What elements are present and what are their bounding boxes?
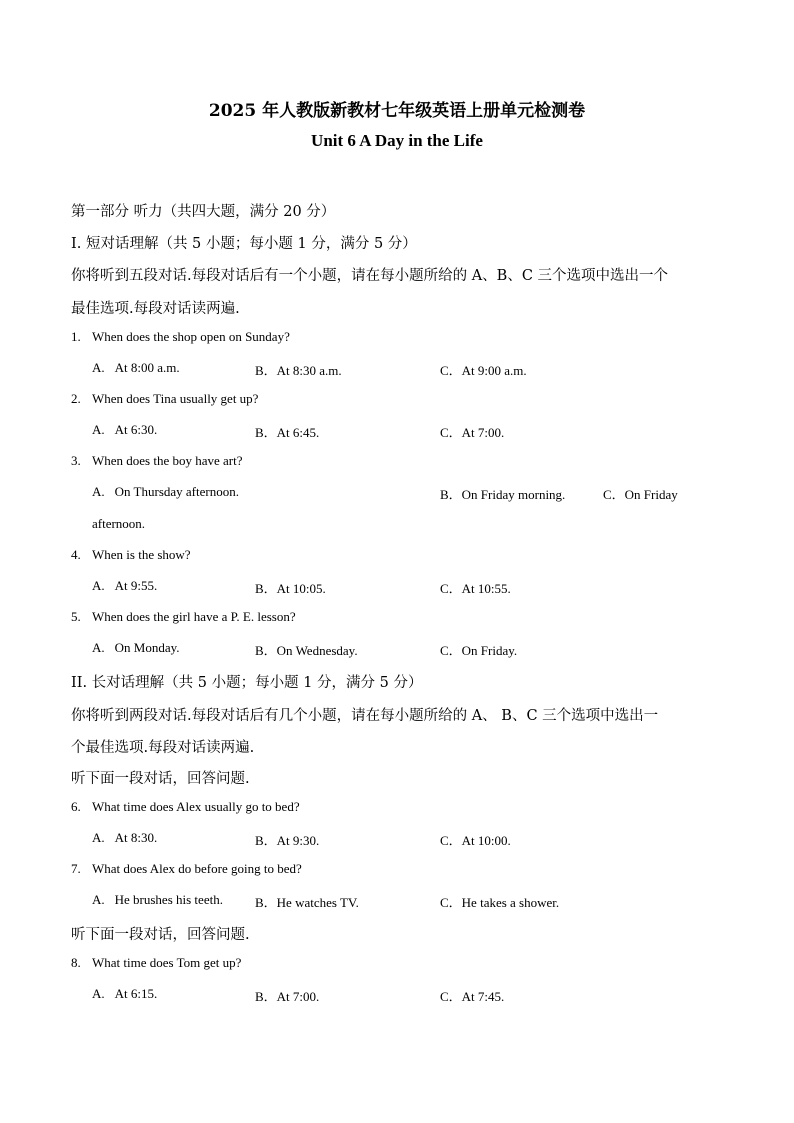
option-letter: C．	[440, 363, 462, 378]
option-a	[92, 830, 157, 846]
question-text: What time does Alex usually go to bed?	[92, 799, 300, 814]
option-b	[255, 640, 358, 659]
question-text: When does the boy have art?	[92, 453, 243, 468]
option-text: At 6:15.	[114, 986, 158, 1001]
option-letter: C．	[440, 989, 462, 1004]
option-letter: C．	[440, 895, 462, 910]
option-text: On Friday	[624, 487, 678, 502]
section-1-heading: I. 短对话理解（共 5 小题；每小题 1 分，满分 5 分）	[71, 236, 417, 252]
question-2	[71, 391, 258, 407]
question-number: 2.	[71, 391, 81, 406]
option-letter: C．	[440, 425, 462, 440]
option-letter: A.	[92, 422, 105, 437]
section-2-heading: II. 长对话理解（共 5 小题；每小题 1 分，满分 5 分）	[71, 675, 423, 691]
option-letter: C．	[440, 833, 462, 848]
option-text: On Friday.	[461, 643, 518, 658]
question-3	[71, 453, 243, 469]
option-letter: B．	[440, 487, 462, 502]
option-b	[255, 360, 342, 379]
option-letter: B．	[255, 363, 277, 378]
option-letter: B．	[255, 989, 277, 1004]
option-a	[92, 892, 223, 908]
option-text: At 7:45.	[461, 989, 505, 1004]
option-b	[255, 986, 319, 1005]
page-subtitle: Unit 6 A Day in the Life	[311, 131, 483, 150]
question-4	[71, 547, 191, 563]
option-c	[440, 640, 517, 659]
option-text: On Thursday afternoon.	[114, 484, 239, 499]
option-a	[92, 986, 157, 1002]
question-text: What does Alex do before going to bed?	[92, 861, 302, 876]
option-letter: A.	[92, 360, 105, 375]
option-b	[255, 830, 319, 849]
question-text: What time does Tom get up?	[92, 955, 242, 970]
question-1	[71, 329, 290, 345]
option-letter: A.	[92, 830, 105, 845]
option-c	[440, 892, 559, 911]
option-letter: B．	[255, 425, 277, 440]
option-text: At 9:30.	[276, 833, 320, 848]
section-1-instruction-line-2: 最佳选项.每段对话读两遍.	[71, 301, 240, 317]
option-letter: A.	[92, 986, 105, 1001]
option-letter: C．	[440, 581, 462, 596]
option-text: At 9:00 a.m.	[461, 363, 527, 378]
option-text: At 6:45.	[276, 425, 320, 440]
option-c	[440, 830, 511, 849]
option-text: He brushes his teeth.	[114, 892, 223, 907]
option-c	[440, 422, 504, 441]
question-number: 3.	[71, 453, 81, 468]
option-b	[440, 484, 565, 503]
dialogue-1-instruction: 听下面一段对话，回答问题.	[71, 771, 250, 787]
option-c-wrap: afternoon.	[92, 516, 146, 531]
question-text: When does the girl have a P. E. lesson?	[92, 609, 296, 624]
option-letter: A.	[92, 640, 105, 655]
question-number: 5.	[71, 609, 81, 624]
option-a	[92, 484, 239, 500]
question-number: 6.	[71, 799, 81, 814]
part-heading: 第一部分 听力（共四大题，满分 20 分）	[71, 204, 336, 220]
option-text: At 10:00.	[461, 833, 511, 848]
option-letter: B．	[255, 643, 277, 658]
option-text: At 7:00.	[461, 425, 505, 440]
option-text: At 10:55.	[461, 581, 511, 596]
option-text: At 7:00.	[276, 989, 320, 1004]
option-text: At 10:05.	[276, 581, 326, 596]
question-number: 8.	[71, 955, 81, 970]
option-text: He takes a shower.	[461, 895, 560, 910]
option-text: On Wednesday.	[276, 643, 358, 658]
option-text: At 9:55.	[114, 578, 158, 593]
option-b	[255, 422, 319, 441]
option-b	[255, 892, 359, 911]
option-text: He watches TV.	[276, 895, 359, 910]
option-letter: C．	[603, 487, 625, 502]
option-text: At 8:30.	[114, 830, 158, 845]
option-text: On Friday morning.	[461, 487, 566, 502]
option-letter: C．	[440, 643, 462, 658]
section-2-instruction-line-2: 个最佳选项.每段对话读两遍.	[71, 740, 255, 756]
option-c	[440, 578, 511, 597]
question-text: When is the show?	[92, 547, 191, 562]
option-a	[92, 422, 157, 438]
option-text: At 8:00 a.m.	[114, 360, 180, 375]
option-letter: B．	[255, 895, 277, 910]
page-title: 2025 年人教版新教材七年级英语上册单元检测卷	[208, 101, 586, 121]
option-c	[440, 360, 527, 379]
section-1-instruction-line-1: 你将听到五段对话.每段对话后有一个小题，请在每小题所给的 A、B、C 三个选项中选出一个	[71, 268, 669, 284]
question-number: 7.	[71, 861, 81, 876]
question-text: When does the shop open on Sunday?	[92, 329, 290, 344]
question-7	[71, 861, 302, 877]
option-c	[440, 986, 504, 1005]
option-text: At 6:30.	[114, 422, 158, 437]
option-b	[255, 578, 326, 597]
question-6	[71, 799, 300, 815]
option-letter: A.	[92, 484, 105, 499]
question-text: When does Tina usually get up?	[92, 391, 259, 406]
option-a	[92, 578, 157, 594]
question-number: 4.	[71, 547, 81, 562]
question-8	[71, 955, 241, 971]
section-2-instruction-line-1: 你将听到两段对话.每段对话后有几个小题，请在每小题所给的 A、 B、C 三个选项中选出一	[71, 708, 659, 724]
option-letter: B．	[255, 833, 277, 848]
option-letter: B．	[255, 581, 277, 596]
dialogue-2-instruction: 听下面一段对话，回答问题.	[71, 927, 250, 943]
option-a	[92, 640, 180, 656]
option-c	[603, 484, 678, 503]
question-number: 1.	[71, 329, 81, 344]
option-letter: A.	[92, 578, 105, 593]
option-letter: A.	[92, 892, 105, 907]
option-a	[92, 360, 180, 376]
option-text: At 8:30 a.m.	[276, 363, 342, 378]
option-text: On Monday.	[114, 640, 180, 655]
question-5	[71, 609, 296, 625]
